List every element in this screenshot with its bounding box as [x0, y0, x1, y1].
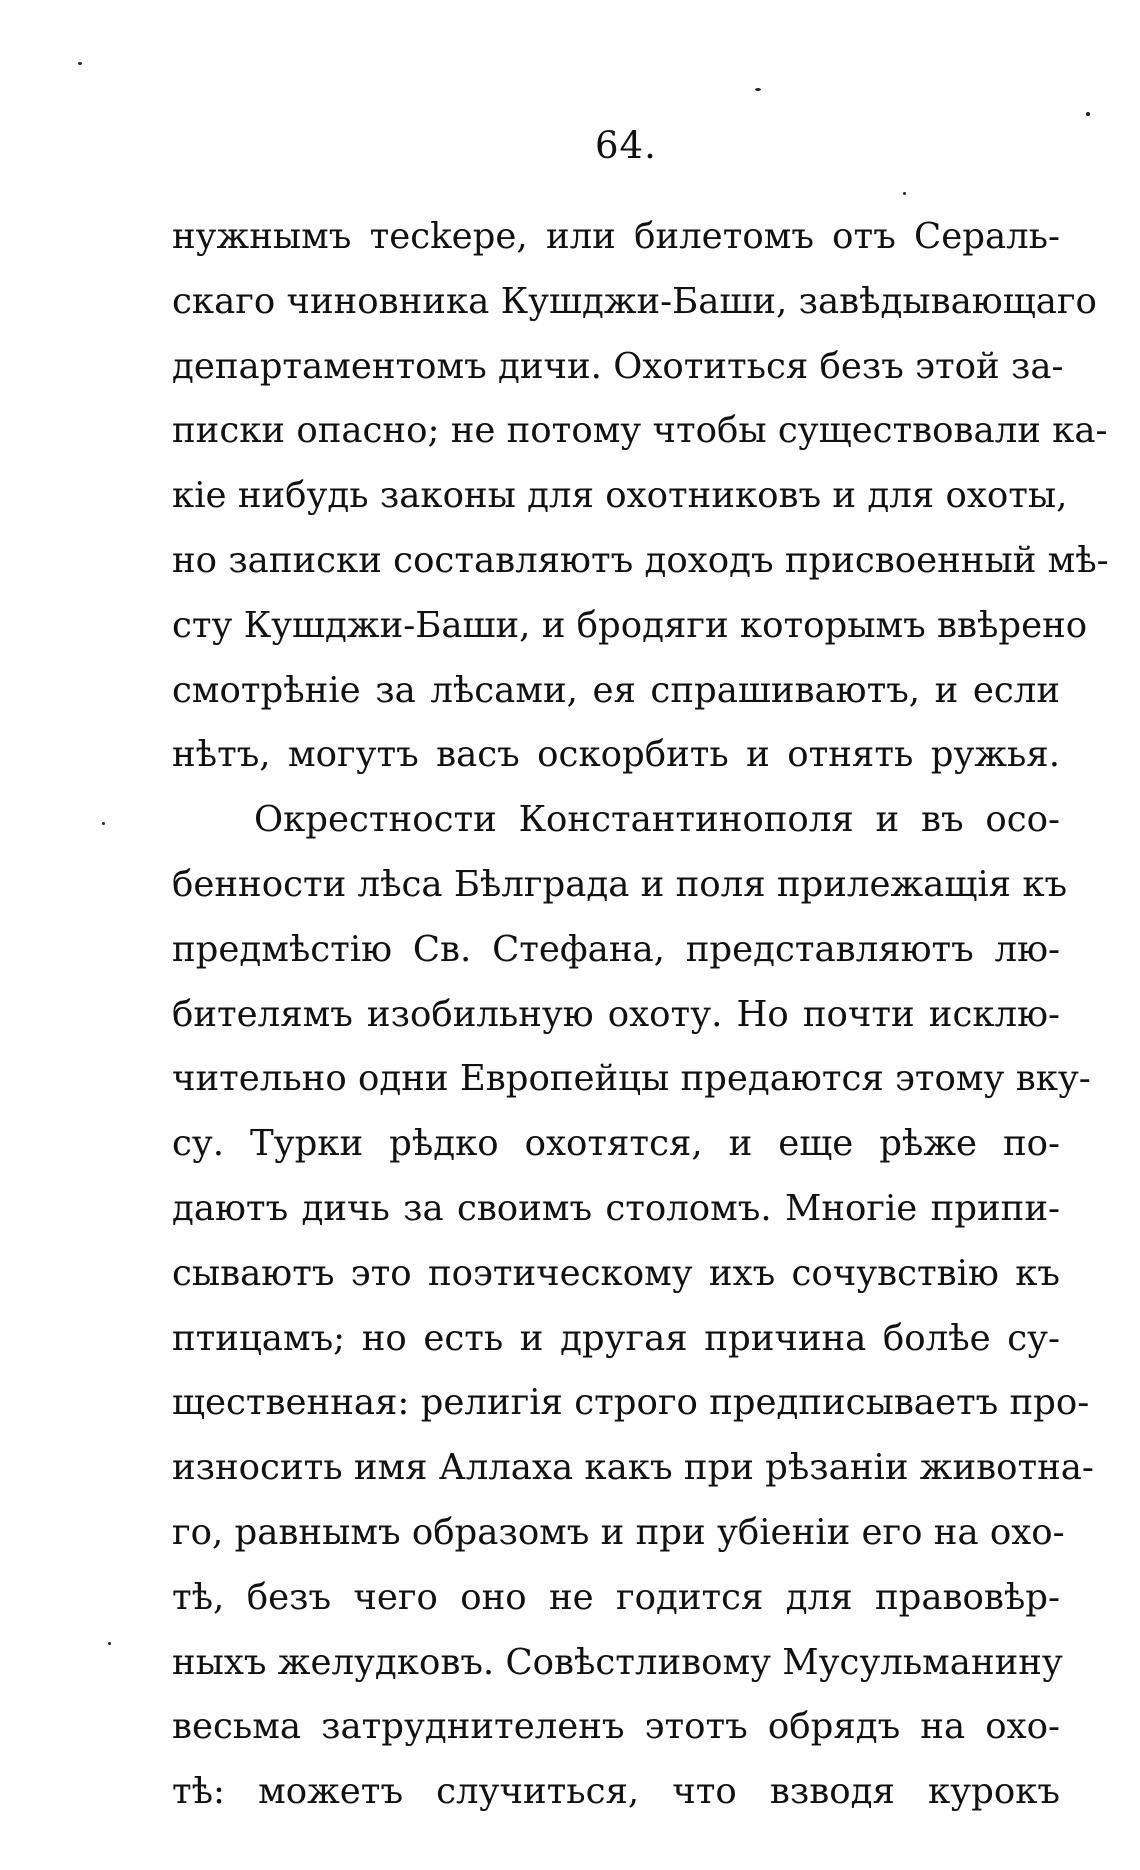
text-line: но записки составляютъ доходъ присвоенный мѣ- [172, 539, 1109, 581]
scan-speck [903, 192, 906, 195]
body-text [172, 205, 1109, 1825]
text-line: износить имя Аллаха какъ при рѣзаніи животна- [172, 1447, 1094, 1489]
text-line: смотрѣніе за лѣсами, ея спрашиваютъ, и если [172, 669, 1060, 711]
scan-speck [108, 1642, 111, 1645]
text-line: су. Турки рѣдко охотятся, и еще рѣже по- [172, 1123, 1060, 1165]
text-line: департаментомъ дичи. Охотиться безъ этой за- [172, 345, 1064, 387]
scan-speck [102, 822, 105, 825]
text-line: даютъ дичь за своимъ столомъ. Многіе припи- [172, 1187, 1060, 1229]
scan-speck [1086, 112, 1090, 116]
text-line: го, равнымъ образомъ и при убіеніи его на охо- [172, 1511, 1065, 1553]
scan-speck [755, 88, 761, 91]
text-line: сываютъ это поэтическому ихъ сочувствію къ [172, 1252, 1060, 1294]
paragraph-start-line: Окрестности Константинополя и въ осо- [254, 799, 1060, 841]
text-line: скаго чиновника Кушджи-Баши, завѣдывающаго [172, 280, 1097, 322]
text-line: весьма затруднителенъ этотъ обрядъ на охо- [172, 1706, 1060, 1748]
text-line: тѣ, безъ чего оно не годится для правовѣр- [172, 1576, 1060, 1618]
text-line: кіе нибудь законы для охотниковъ и для охоты, [172, 475, 1068, 517]
text-line: писки опасно; не потому чтобы существовали ка- [172, 410, 1108, 452]
paragraph-end-line: нѣтъ, могутъ васъ оскорбить и отнять ружья. [172, 734, 1060, 776]
text-line: сту Кушджи-Баши, и бродяги которымъ ввѣрено [172, 604, 1088, 646]
text-line: птицамъ; но есть и другая причина болѣе су- [172, 1317, 1060, 1359]
page-number: 64. [595, 124, 657, 167]
text-line: нужнымъ теckере, или билетомъ отъ Сераль- [172, 216, 1060, 257]
text-line: бителямъ изобильную охоту. Но почти исклю- [172, 993, 1060, 1035]
text-line: тѣ: можетъ случиться, что взводя курокъ [172, 1771, 1060, 1813]
text-line: предмѣстію Св. Стефана, представляютъ лю- [172, 928, 1060, 970]
text-line: щественная: религія строго предписываетъ про- [172, 1382, 1090, 1424]
text-line: ныхъ желудковъ. Совѣстливому Мусульманину [172, 1641, 1063, 1683]
text-line: бенности лѣса Бѣлграда и поля прилежащія къ [172, 863, 1068, 905]
scan-speck [78, 62, 82, 65]
text-line: чительно одни Европейцы предаются этому вку- [172, 1058, 1091, 1100]
